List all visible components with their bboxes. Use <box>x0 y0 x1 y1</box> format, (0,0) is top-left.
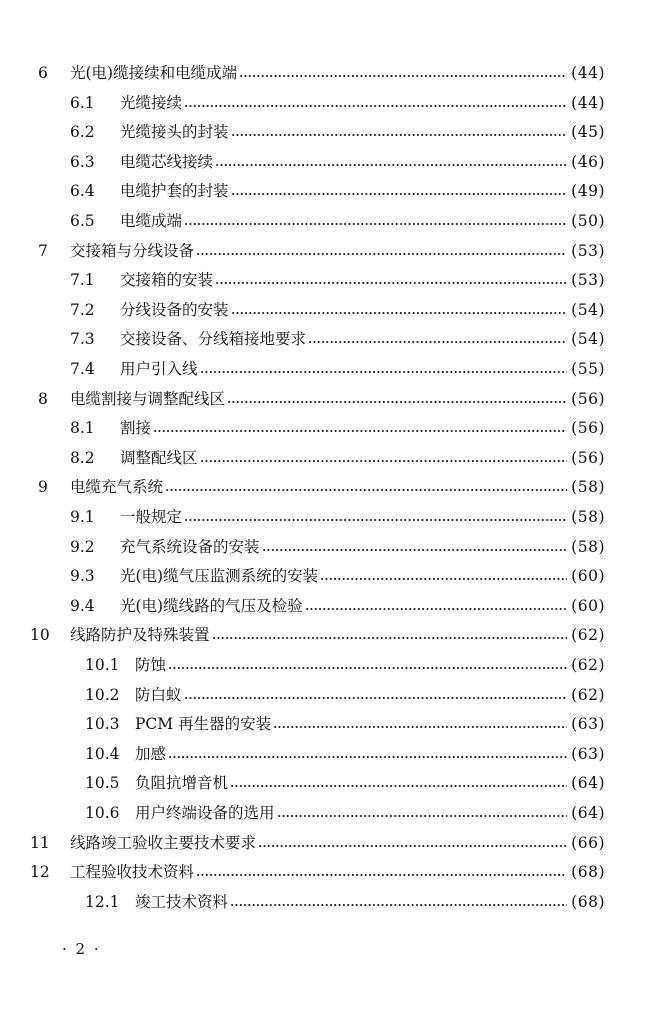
dot-leader <box>230 785 567 787</box>
toc-entry-number: 6.2 <box>70 123 95 142</box>
toc-entry-title: 交接箱的安装 <box>120 271 214 290</box>
toc-chapter-row <box>38 60 605 86</box>
toc-section-row <box>70 178 605 204</box>
toc-entry-page: (54) <box>571 300 605 319</box>
toc-entry-page: (56) <box>571 419 605 438</box>
toc-entry-number: 9 <box>38 478 48 497</box>
toc-entry-page: (64) <box>571 774 605 793</box>
toc-entry-page: (56) <box>571 448 605 467</box>
toc-entry-number: 7.3 <box>70 330 95 349</box>
dot-leader <box>231 134 568 136</box>
toc-entry-title: 电缆护套的封装 <box>120 182 229 201</box>
dot-leader <box>227 401 567 403</box>
toc-section-row <box>85 800 605 826</box>
toc-entry-page: (63) <box>571 744 605 763</box>
toc-section-row <box>70 534 605 560</box>
toc-section-row <box>70 356 605 382</box>
toc-entry-number: 11 <box>30 833 50 852</box>
toc-entry-page: (64) <box>571 804 605 822</box>
toc-entry-number: 6.1 <box>70 93 95 112</box>
toc-entry-title: 充气系统设备的安装 <box>120 537 260 556</box>
toc-section-row <box>85 770 605 796</box>
dot-leader <box>231 193 568 195</box>
toc-section-row <box>70 593 605 619</box>
toc-entry-title: 竣工技术资料 <box>135 892 229 911</box>
toc-chapter-row <box>30 830 605 856</box>
toc-section-row <box>70 445 605 471</box>
toc-section-row <box>70 504 605 530</box>
toc-chapter-row <box>30 622 605 648</box>
toc-section-row <box>70 119 605 145</box>
toc-entry-number: 12 <box>30 863 50 882</box>
dot-leader <box>239 75 567 77</box>
toc-entry-page: (68) <box>571 863 605 882</box>
toc-entry-page: (66) <box>571 833 605 852</box>
toc-entry-title: 交接箱与分线设备 <box>70 241 195 260</box>
toc-entry-number: 10.1 <box>85 656 120 674</box>
toc-entry-title: PCM 再生器的安装 <box>135 715 272 734</box>
dot-leader <box>320 578 567 580</box>
toc-entry-number: 7.2 <box>70 300 95 319</box>
toc-entry-title: 光(电)缆线路的气压及检验 <box>120 596 303 615</box>
toc-chapter-row <box>38 238 605 264</box>
dot-leader <box>305 608 568 610</box>
dot-leader <box>196 874 567 876</box>
toc-entry-page: (58) <box>571 537 605 556</box>
toc-entry-title: 线路竣工验收主要技术要求 <box>70 833 257 852</box>
toc-entry-page: (62) <box>571 626 605 645</box>
toc-entry-page: (44) <box>571 64 605 82</box>
dot-leader <box>165 489 567 491</box>
toc-entry-number: 7.1 <box>70 271 95 290</box>
dot-leader <box>262 549 568 551</box>
dot-leader <box>184 223 567 225</box>
toc-entry-page: (62) <box>571 656 605 674</box>
dot-leader <box>231 312 568 314</box>
toc-entry-title: 负阻抗增音机 <box>135 774 229 793</box>
toc-section-row <box>70 326 605 352</box>
dot-leader <box>308 341 567 343</box>
dot-leader <box>153 430 567 432</box>
toc-entry-number: 10.2 <box>85 685 120 704</box>
toc-entry-title: 线路防护及特殊装置 <box>70 626 210 645</box>
toc-entry-page: (58) <box>571 478 605 497</box>
toc-section-row <box>85 682 605 708</box>
toc-section-row <box>70 563 605 589</box>
toc-entry-number: 10.6 <box>85 804 120 822</box>
toc-entry-page: (56) <box>571 389 605 408</box>
toc-section-row <box>85 741 605 767</box>
toc-entry-number: 10.5 <box>85 774 120 793</box>
toc-entry-number: 8 <box>38 389 48 408</box>
toc-entry-title: 割接 <box>120 419 152 438</box>
toc-entry-number: 6.3 <box>70 152 95 171</box>
dot-leader <box>258 845 567 847</box>
toc-entry-page: (55) <box>571 360 605 378</box>
dot-leader <box>200 460 568 462</box>
page-number: · 2 · <box>62 940 101 958</box>
toc-entry-title: 电缆割接与调整配线区 <box>70 389 226 408</box>
dot-leader <box>273 726 567 728</box>
toc-entry-title: 用户引入线 <box>120 360 198 378</box>
toc-entry-title: 电缆成端 <box>120 212 183 230</box>
toc-entry-page: (50) <box>571 212 605 230</box>
toc-section-row <box>70 267 605 293</box>
toc-entry-page: (63) <box>571 715 605 734</box>
toc-entry-page: (54) <box>571 330 605 349</box>
toc-section-row <box>70 149 605 175</box>
toc-entry-number: 7 <box>38 241 48 260</box>
dot-leader <box>184 105 567 107</box>
toc-section-row <box>85 711 605 737</box>
toc-entry-number: 10.3 <box>85 715 120 734</box>
toc-entry-number: 6 <box>38 64 48 82</box>
toc-entry-page: (62) <box>571 685 605 704</box>
toc-entry-number: 6.5 <box>70 212 95 230</box>
dot-leader <box>184 697 568 699</box>
toc-entry-number: 9.4 <box>70 596 95 615</box>
toc-entry-title: 光缆接头的封装 <box>120 123 229 142</box>
dot-leader <box>200 371 568 373</box>
toc-entry-page: (46) <box>571 152 605 171</box>
toc-entry-number: 12.1 <box>85 892 120 911</box>
toc-entry-number: 8.1 <box>70 419 95 438</box>
toc-entry-title: 防蚀 <box>135 656 167 674</box>
toc-entry-number: 6.4 <box>70 182 95 201</box>
toc-entry-number: 9.2 <box>70 537 95 556</box>
toc-section-row <box>85 889 605 915</box>
dot-leader <box>196 253 567 255</box>
toc-entry-title: 调整配线区 <box>120 448 198 467</box>
toc-chapter-row <box>30 859 605 885</box>
toc-entry-title: 加感 <box>135 744 167 763</box>
toc-entry-title: 电缆充气系统 <box>70 478 164 497</box>
toc-entry-number: 10.4 <box>85 744 120 763</box>
toc-entry-page: (53) <box>571 241 605 260</box>
dot-leader <box>230 904 567 906</box>
toc-entry-title: 光缆接续 <box>120 93 183 112</box>
toc-entry-number: 9.1 <box>70 508 95 526</box>
toc-entry-page: (60) <box>571 567 605 586</box>
toc-entry-title: 电缆芯线接续 <box>120 152 214 171</box>
toc-chapter-row <box>38 386 605 412</box>
toc-entry-title: 分线设备的安装 <box>120 300 229 319</box>
toc-entry-page: (44) <box>571 93 605 112</box>
toc-entry-title: 用户终端设备的选用 <box>135 804 275 822</box>
toc-entry-title: 光(电)缆接续和电缆成端 <box>70 64 238 82</box>
dot-leader <box>184 519 567 521</box>
toc-entry-title: 交接设备、分线箱接地要求 <box>120 330 307 349</box>
toc-entry-title: 光(电)缆气压监测系统的安装 <box>120 567 319 586</box>
dot-leader <box>215 282 567 284</box>
dot-leader <box>168 756 567 758</box>
toc-section-row <box>70 297 605 323</box>
toc-entry-number: 7.4 <box>70 360 95 378</box>
toc-entry-number: 10 <box>30 626 50 645</box>
toc-section-row <box>85 652 605 678</box>
toc-entry-page: (68) <box>571 892 605 911</box>
dot-leader <box>277 815 568 817</box>
dot-leader <box>212 637 568 639</box>
toc-entry-title: 防白蚁 <box>135 685 182 704</box>
toc-entry-page: (60) <box>571 596 605 615</box>
toc-section-row <box>70 208 605 234</box>
toc-section-row <box>70 90 605 116</box>
toc-entry-page: (53) <box>571 271 605 290</box>
toc-entry-title: 工程验收技术资料 <box>70 863 195 882</box>
toc-entry-number: 8.2 <box>70 448 95 467</box>
toc-section-row <box>70 415 605 441</box>
toc-entry-number: 9.3 <box>70 567 95 586</box>
dot-leader <box>215 164 567 166</box>
toc-entry-page: (49) <box>571 182 605 201</box>
toc-entry-page: (45) <box>571 123 605 142</box>
toc-entry-page: (58) <box>571 508 605 526</box>
dot-leader <box>168 667 567 669</box>
toc-chapter-row <box>38 474 605 500</box>
toc-entry-title: 一般规定 <box>120 508 183 526</box>
